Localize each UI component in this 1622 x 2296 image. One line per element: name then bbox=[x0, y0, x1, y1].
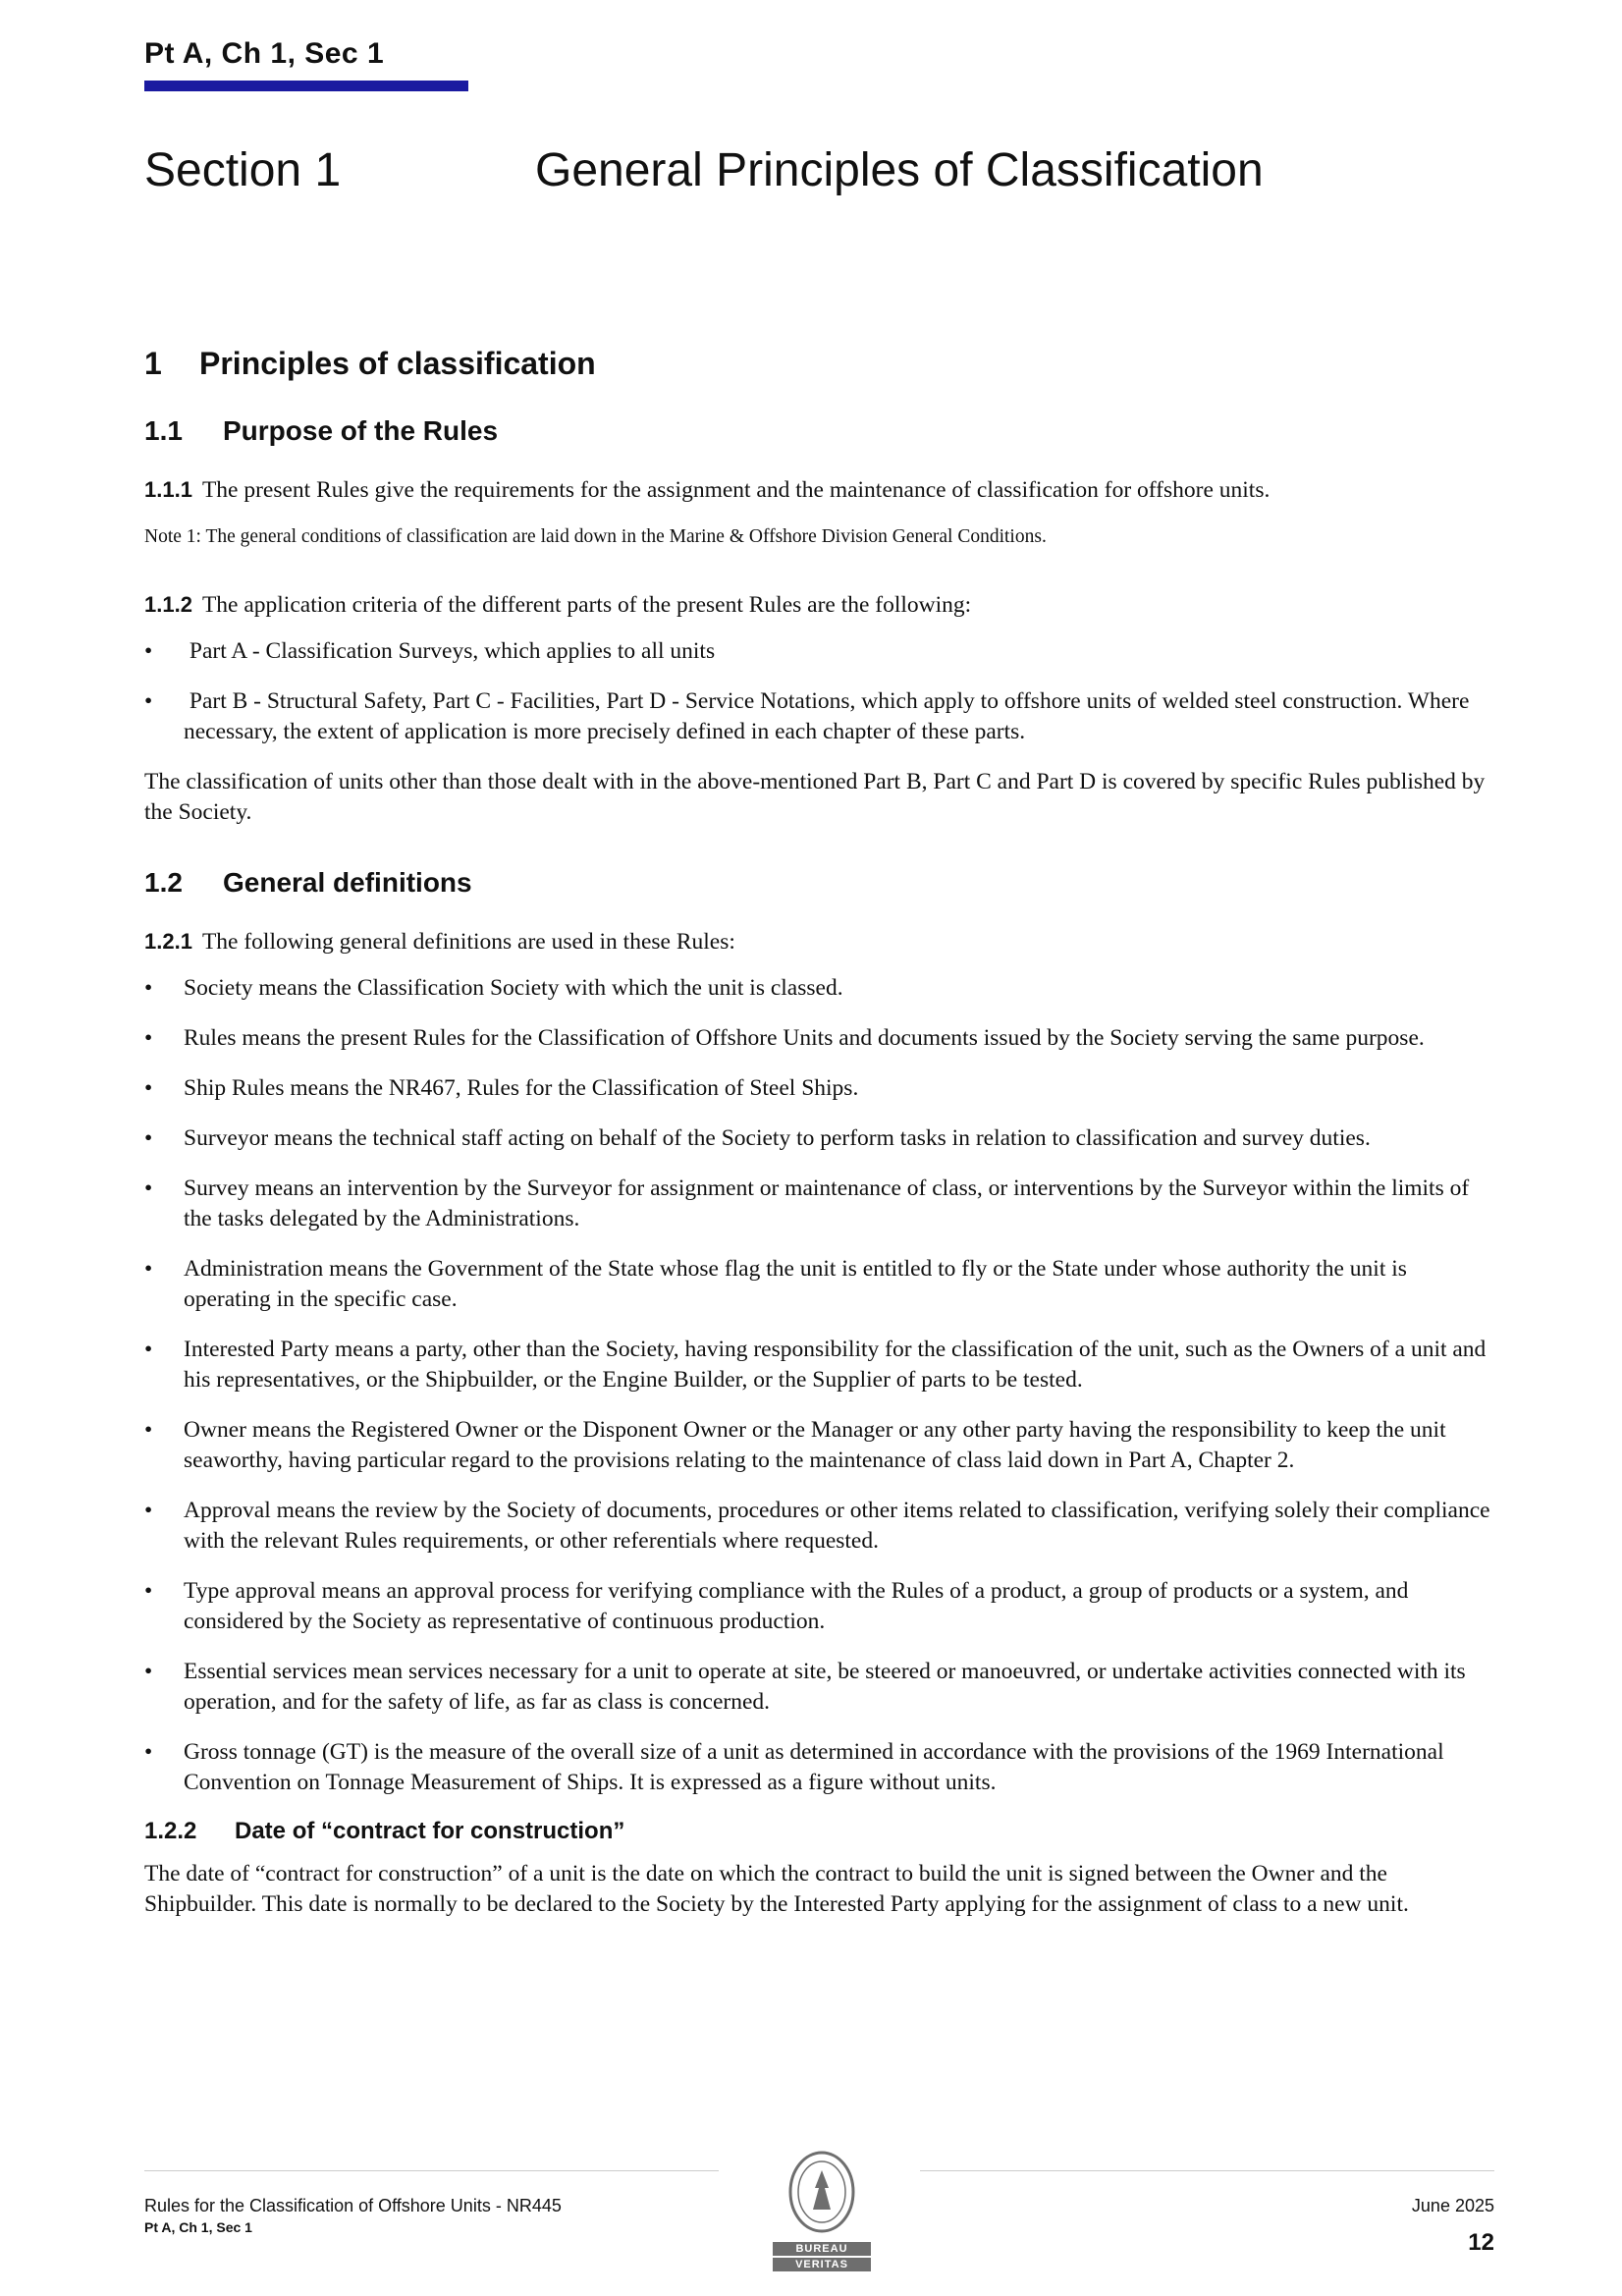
article-number: 1.1.1 bbox=[144, 477, 192, 502]
list-item: • Society means the Classification Society with which the unit is classed. bbox=[144, 973, 1494, 1004]
logo-word-veritas: VERITAS bbox=[773, 2258, 871, 2271]
list-item: • Part B - Structural Safety, Part C - Facilities, Part D - Service Notations, which apply to offshore units of welded steel construction. Where necessary, the extent of application is more precisely defined in each chapter of these parts. bbox=[144, 688, 1470, 744]
heading-1-2-2-title: Date of “contract for construction” bbox=[235, 1818, 625, 1844]
bullet-icon: • bbox=[144, 1739, 153, 1765]
list-item: • Gross tonnage (GT) is the measure of the overall size of a unit as determined in accordance with the provisions of the 1969 International Convention on Tonnage Measurement of Ships. It is expressed as a figure without units. bbox=[144, 1739, 1444, 1795]
article-text: The present Rules give the requirements for the assignment and the maintenance of classification for offshore units. bbox=[201, 477, 1271, 503]
list-item: • Ship Rules means the NR467, Rules for the Classification of Steel Ships. bbox=[144, 1073, 1494, 1104]
article-text: The application criteria of the different parts of the present Rules are the following: bbox=[201, 592, 972, 618]
list-item: • Administration means the Government of the State whose flag the unit is entitled to fly or the State under whose authority the unit is operating in the specific case. bbox=[144, 1256, 1407, 1312]
list-item: • Rules means the present Rules for the Classification of Offshore Units and documents issued by the Society serving the same purpose. bbox=[144, 1023, 1494, 1054]
bullet-icon: • bbox=[144, 688, 153, 714]
paragraph: The date of “contract for construction” of a unit is the date on which the contract to build the unit is signed between the Owner and the Shipbuilder. This date is normally to be declared to the Society by the Interested Party applying for the assignment of class to a new unit. bbox=[144, 1861, 1409, 1917]
heading-1-2-number: 1.2 bbox=[144, 867, 183, 898]
bullet-icon: • bbox=[144, 1175, 153, 1201]
heading-1-1-title: Purpose of the Rules bbox=[223, 415, 499, 446]
footer-reference: Pt A, Ch 1, Sec 1 bbox=[144, 2219, 252, 2235]
list-item: • Approval means the review by the Society of documents, procedures or other items related to classification, verifying solely their compliance with the relevant Rules requirements, or other referentials where requested. bbox=[144, 1498, 1490, 1554]
document-body bbox=[144, 346, 1494, 1920]
bullet-icon: • bbox=[144, 1578, 153, 1604]
bullet-icon: • bbox=[144, 1025, 153, 1051]
list-item: • Surveyor means the technical staff acting on behalf of the Society to perform tasks in relation to classification and survey duties. bbox=[144, 1123, 1494, 1154]
heading-1-2-2-number: 1.2.2 bbox=[144, 1818, 197, 1844]
footer-document-title: Rules for the Classification of Offshore Units - NR445 bbox=[144, 2196, 562, 2215]
heading-1-1 bbox=[144, 415, 1494, 447]
list-item: • Part A - Classification Surveys, which applies to all units bbox=[144, 636, 1494, 667]
heading-1-2-2 bbox=[144, 1818, 1494, 1845]
bullet-icon: • bbox=[144, 1125, 153, 1151]
bullet-icon: • bbox=[144, 1498, 153, 1523]
heading-1 bbox=[144, 346, 1494, 382]
header-bar bbox=[144, 81, 468, 91]
list-item: • Essential services mean services necessary for a unit to operate at site, be steered or manoeuvred, or undertake activities connected with its operation, and for the safety of life, as far as class is concerned. bbox=[144, 1659, 1466, 1715]
heading-1-number: 1 bbox=[144, 346, 162, 381]
bullet-icon: • bbox=[144, 1417, 153, 1443]
bullet-list-parts bbox=[144, 636, 1494, 747]
list-item: • Owner means the Registered Owner or the Disponent Owner or the Manager or any other party having the responsibility to keep the unit seaworthy, having particular regard to the provisions relating to the maintenance of class laid down in Part A, Chapter 2. bbox=[144, 1417, 1446, 1473]
article-1-1-1 bbox=[144, 474, 1494, 506]
logo-word-bureau: BUREAU bbox=[773, 2242, 871, 2256]
bullet-icon: • bbox=[144, 1075, 153, 1101]
seal-icon bbox=[787, 2149, 856, 2235]
list-item: • Survey means an intervention by the Surveyor for assignment or maintenance of class, or interventions by the Surveyor within the limits of the tasks delegated by the Administrations. bbox=[144, 1175, 1470, 1231]
article-number: 1.1.2 bbox=[144, 592, 192, 617]
heading-1-title: Principles of classification bbox=[199, 346, 596, 381]
bullet-icon: • bbox=[144, 1659, 153, 1684]
bureau-veritas-logo bbox=[773, 2149, 871, 2273]
footer-rule-left bbox=[144, 2170, 719, 2171]
footer-rule-right bbox=[920, 2170, 1494, 2171]
bullet-icon: • bbox=[144, 638, 153, 664]
page-number: 12 bbox=[1468, 2229, 1494, 2256]
list-item: • Type approval means an approval process for verifying compliance with the Rules of a product, a group of products or a system, and considered by the Society as representative of continuous production. bbox=[144, 1578, 1409, 1634]
section-number: Section 1 bbox=[144, 144, 342, 196]
page-footer bbox=[144, 2170, 1494, 2278]
list-item: • Interested Party means a party, other than the Society, having responsibility for the classification of the unit, such as the Owners of a unit and his representatives, or the Shipbuilder, or the Engine Builder, or the Supplier of parts to be tested. bbox=[144, 1337, 1487, 1393]
article-number: 1.2.1 bbox=[144, 929, 192, 954]
bullet-list-definitions bbox=[144, 973, 1494, 1798]
bullet-icon: • bbox=[144, 975, 153, 1001]
section-heading bbox=[144, 143, 1264, 197]
article-text: The following general definitions are used in these Rules: bbox=[201, 929, 735, 955]
section-title: General Principles of Classification bbox=[535, 144, 1264, 196]
paragraph: The classification of units other than those dealt with in the above-mentioned Part B, Part C and Part D is covered by specific Rules published by the Society. bbox=[144, 769, 1486, 825]
page-header bbox=[144, 37, 468, 91]
bullet-icon: • bbox=[144, 1337, 153, 1362]
header-reference: Pt A, Ch 1, Sec 1 bbox=[144, 37, 385, 70]
article-1-1-2 bbox=[144, 589, 1494, 621]
footer-date: June 2025 bbox=[1411, 2196, 1494, 2215]
heading-1-2-title: General definitions bbox=[223, 867, 472, 898]
heading-1-1-number: 1.1 bbox=[144, 415, 183, 446]
heading-1-2 bbox=[144, 867, 1494, 899]
article-1-2-1 bbox=[144, 926, 1494, 957]
bullet-icon: • bbox=[144, 1256, 153, 1282]
note-1: Note 1: The general conditions of classification are laid down in the Marine & Offshore Division General Conditions. bbox=[144, 526, 1047, 547]
